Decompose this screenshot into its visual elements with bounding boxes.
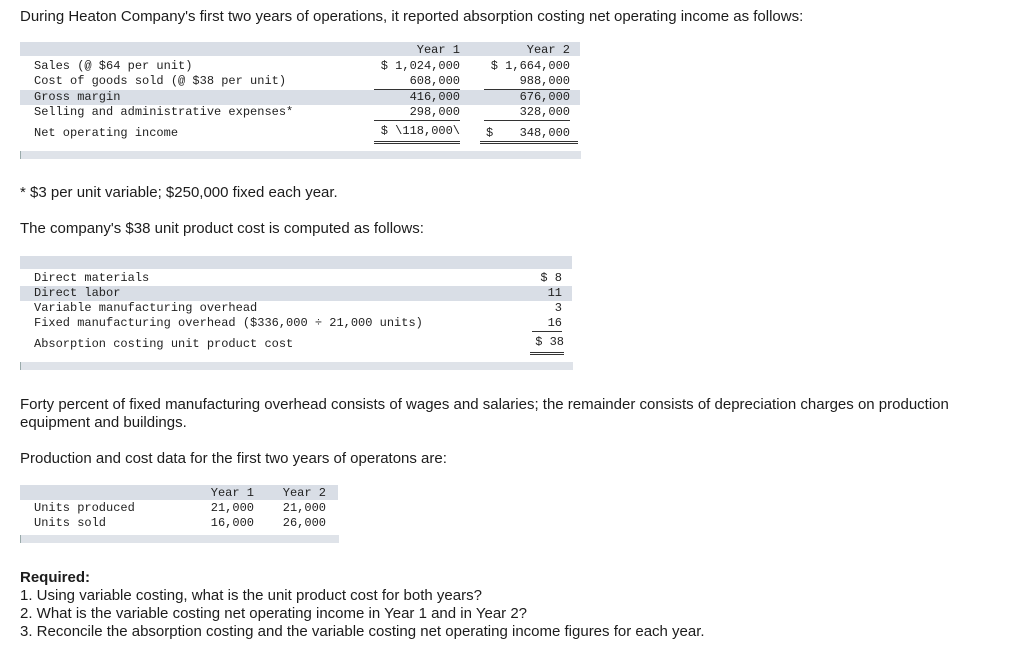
net-income-year-2-sign: $	[486, 126, 494, 140]
sales-year-1: $ 1,024,000	[380, 59, 460, 73]
selling-admin-year-2: 328,000	[484, 105, 570, 121]
row-label-net-income: Net operating income	[34, 126, 179, 140]
row-label-fixed-overhead: Fixed manufacturing overhead ($336,000 ÷ 21,000 units)	[34, 316, 423, 330]
row-label-units-sold: Units sold	[34, 516, 107, 530]
income-statement-table	[20, 42, 580, 162]
units-sold-year-1: 16,000	[210, 516, 254, 530]
footnote-text: * $3 per unit variable; $250,000 fixed each year.	[20, 184, 338, 201]
variable-overhead-value: 3	[554, 301, 562, 315]
required-item-1: 1. Using variable costing, what is the unit product cost for both years?	[20, 587, 482, 604]
gross-margin-year-2: 676,000	[519, 90, 570, 104]
header-year-2: Year 2	[526, 43, 570, 57]
cogs-year-1: 608,000	[374, 74, 460, 90]
sales-year-2: $ 1,664,000	[490, 59, 570, 73]
header-band	[20, 256, 572, 269]
net-income-year-1: $ \118,000\	[374, 124, 460, 144]
production-intro-text: Production and cost data for the first two years of operatons are:	[20, 450, 447, 467]
units-produced-year-1: 21,000	[210, 501, 254, 515]
row-label-absorption-cost: Absorption costing unit product cost	[34, 337, 294, 351]
cost-table-footer	[20, 362, 573, 370]
row-label-variable-overhead: Variable manufacturing overhead	[34, 301, 258, 315]
net-income-year-2: 348,000	[519, 126, 570, 140]
production-table-footer	[20, 535, 339, 543]
production-header-year-2: Year 2	[282, 486, 326, 500]
required-item-3: 3. Reconcile the absorption costing and the variable costing net operating income figures for each year.	[20, 623, 705, 640]
production-header-year-1: Year 1	[210, 486, 254, 500]
units-sold-year-2: 26,000	[282, 516, 326, 530]
income-table-footer	[20, 151, 581, 159]
units-produced-year-2: 21,000	[282, 501, 326, 515]
row-label-selling-admin: Selling and administrative expenses*	[34, 105, 294, 119]
required-item-2: 2. What is the variable costing net operating income in Year 1 and in Year 2?	[20, 605, 528, 622]
required-title-text: Required:	[20, 569, 91, 586]
cogs-year-2: 988,000	[484, 74, 570, 90]
unit-cost-intro-text: The company's $38 unit product cost is computed as follows:	[20, 220, 424, 237]
overhead-note-text: Forty percent of fixed manufacturing overhead consists of wages and salaries; the remainder consists of depreciation charges on production equipment and buildings.	[20, 396, 949, 431]
required-title	[20, 569, 90, 587]
direct-labor-value: 11	[547, 286, 562, 300]
row-label-direct-materials: Direct materials	[34, 271, 150, 285]
row-label-direct-labor: Direct labor	[34, 286, 121, 300]
selling-admin-year-1: 298,000	[374, 105, 460, 121]
production-table	[20, 485, 338, 535]
row-label-sales: Sales (@ $64 per unit)	[34, 59, 193, 73]
fixed-overhead-value: 16	[532, 316, 562, 332]
row-label-units-produced: Units produced	[34, 501, 135, 515]
row-label-cogs: Cost of goods sold (@ $38 per unit)	[34, 74, 287, 88]
gross-margin-year-1: 416,000	[409, 90, 460, 104]
row-label-gross-margin: Gross margin	[34, 90, 121, 104]
absorption-cost-value: $ 38	[530, 335, 564, 355]
unit-cost-table	[20, 256, 572, 368]
intro-text: During Heaton Company's first two years of operations, it reported absorption costing net operating income as follows:	[20, 8, 804, 25]
direct-materials-value: $ 8	[540, 271, 562, 285]
net-income-year-2-rule	[480, 124, 578, 144]
header-year-1: Year 1	[416, 43, 460, 57]
